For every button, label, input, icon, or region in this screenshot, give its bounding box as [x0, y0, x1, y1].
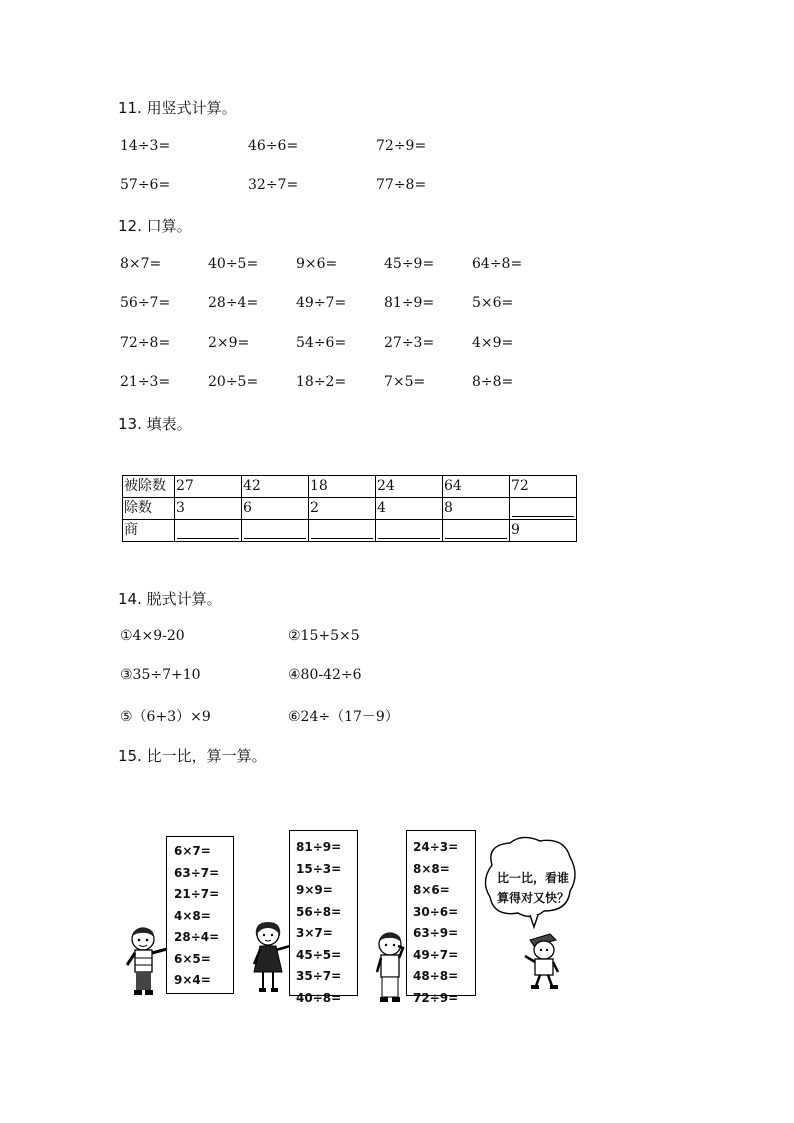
q12-expr: 40÷5=: [208, 256, 259, 272]
q12-expr: 8÷8=: [472, 374, 514, 390]
q12-title: 12. 口算。: [118, 217, 192, 235]
board-equation: 6×7=: [174, 844, 211, 858]
row-label: 商: [123, 520, 175, 542]
q14-item: ⑥24÷（17－9）: [288, 709, 399, 725]
board-equation: 15÷3=: [296, 861, 342, 876]
q12-expr: 18÷2=: [296, 374, 347, 390]
q14-item: ⑤（6+3）×9: [120, 709, 211, 725]
q12-expr: 56÷7=: [120, 295, 171, 311]
board-equation: 49÷7=: [413, 947, 459, 962]
board-equation: 4×8=: [174, 908, 211, 923]
q12-expr: 4×9=: [472, 335, 514, 351]
board-equation: 40÷8=: [296, 990, 342, 1005]
q12-expr: 49÷7=: [296, 295, 347, 311]
board-equation: 81÷9=: [296, 840, 342, 854]
board-equation: 56÷8=: [296, 904, 342, 919]
table-cell: 72: [510, 476, 577, 498]
q14-item: ③35÷7+10: [120, 667, 201, 683]
q12-expr: 28÷4=: [208, 295, 259, 311]
q11-expr: 72÷9=: [376, 138, 427, 154]
answer-blank[interactable]: [309, 520, 376, 542]
q12-expr: 20÷5=: [208, 374, 259, 390]
equation-board-3: [406, 830, 476, 1005]
row-label: 除数: [123, 498, 175, 520]
q12-expr: 45÷9=: [384, 256, 435, 272]
speech-line: 比一比，看谁: [496, 871, 569, 885]
board-equation: 8×8=: [413, 861, 450, 876]
board-equation: 24÷3=: [413, 840, 459, 854]
table-cell: 42: [242, 476, 309, 498]
table-cell: 6: [242, 498, 309, 520]
answer-blank[interactable]: [242, 520, 309, 542]
board-equation: 63÷9=: [413, 926, 459, 940]
q11-expr: 46÷6=: [248, 138, 299, 154]
q12-expr: 5×6=: [472, 295, 514, 311]
q11-expr: 14÷3=: [120, 138, 171, 154]
q11-expr: 77÷8=: [376, 177, 427, 193]
speech-text: [488, 868, 578, 908]
table-cell: 9: [510, 520, 577, 542]
q12-expr: 54÷6=: [296, 335, 347, 351]
board-equation: 48÷8=: [413, 969, 459, 983]
q14-item: ②15+5×5: [288, 628, 360, 644]
speech-line: 算得对又快？: [496, 891, 569, 905]
q12-expr: 21÷3=: [120, 374, 171, 390]
table-cell: 4: [376, 498, 443, 520]
board-equation: 9×4=: [174, 973, 211, 987]
board-equation: 35÷7=: [296, 969, 342, 983]
equation-board-2: [289, 830, 358, 1005]
board-equation: 21÷7=: [174, 887, 220, 901]
answer-blank[interactable]: [510, 498, 577, 520]
q11-expr: 32÷7=: [248, 177, 299, 193]
equation-board-1: [166, 836, 234, 994]
table-cell: 8: [443, 498, 510, 520]
board-equation: 3×7=: [296, 926, 333, 940]
boy-with-cap-illustration: [520, 930, 564, 992]
q12-expr: 64÷8=: [472, 256, 523, 272]
board-equation: 30÷6=: [413, 904, 459, 919]
boy-illustration: [123, 925, 171, 1003]
board-equation: 45÷5=: [296, 947, 342, 962]
q12-expr: 8×7=: [120, 256, 162, 272]
girl-illustration: [248, 920, 294, 998]
table-row: [123, 520, 577, 542]
row-label: 被除数: [123, 476, 175, 498]
q12-expr: 9×6=: [296, 256, 338, 272]
q14-title: 14. 脱式计算。: [118, 590, 222, 608]
board-equation: 6×5=: [174, 951, 211, 966]
table-row: [123, 476, 577, 498]
q12-expr: 72÷8=: [120, 335, 171, 351]
answer-blank[interactable]: [175, 520, 242, 542]
table-cell: 27: [175, 476, 242, 498]
board-equation: 9×9=: [296, 883, 333, 897]
table-cell: 18: [309, 476, 376, 498]
table-row: [123, 498, 577, 520]
table-cell: 3: [175, 498, 242, 520]
q14-item: ④80-42÷6: [288, 667, 362, 683]
q12-expr: 2×9=: [208, 335, 250, 351]
fill-table: [122, 475, 577, 542]
answer-blank[interactable]: [376, 520, 443, 542]
q12-expr: 7×5=: [384, 374, 426, 390]
q11-expr: 57÷6=: [120, 177, 171, 193]
q13-title: 13. 填表。: [118, 415, 192, 433]
table-cell: 24: [376, 476, 443, 498]
q12-expr: 27÷3=: [384, 335, 435, 351]
q14-item: ①4×9-20: [120, 628, 185, 644]
q12-expr: 81÷9=: [384, 295, 435, 311]
answer-blank[interactable]: [443, 520, 510, 542]
board-equation: 28÷4=: [174, 930, 220, 944]
q15-title: 15. 比一比，算一算。: [118, 747, 267, 765]
boy-illustration: [370, 930, 410, 1008]
board-equation: 63÷7=: [174, 865, 220, 880]
table-cell: 2: [309, 498, 376, 520]
board-equation: 8×6=: [413, 883, 450, 897]
q11-title: 11. 用竖式计算。: [118, 99, 237, 117]
board-equation: 72÷9=: [413, 990, 459, 1005]
table-cell: 64: [443, 476, 510, 498]
